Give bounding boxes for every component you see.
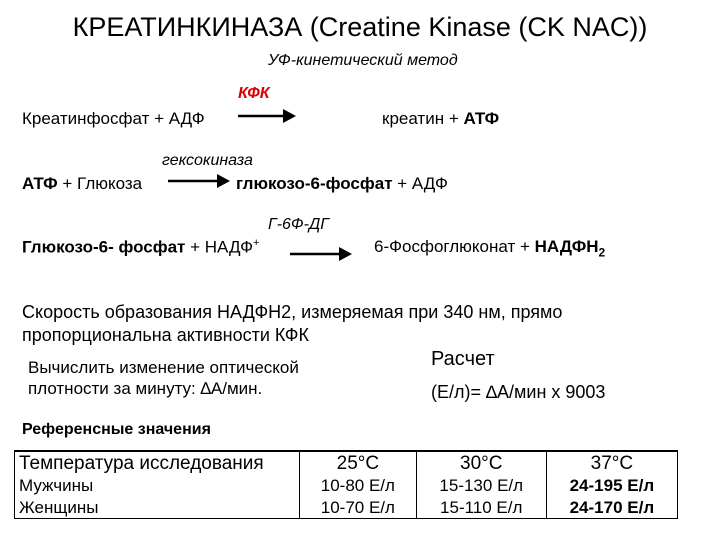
reaction-1-arrow-icon <box>238 108 298 124</box>
table-cell: 15-130 Е/л <box>416 474 546 496</box>
reaction-3-substrate-plain: + НАДФ <box>185 237 254 257</box>
calculation-instruction-line-2: плотности за минуту: ∆А/мин. <box>28 379 263 398</box>
description-line-1: Скорость образования НАДФН2, измеряемая при 340 нм, прямо <box>22 302 563 322</box>
table-cell: Мужчины <box>15 474 300 496</box>
reaction-2-product-plain: + АДФ <box>392 174 448 193</box>
reaction-2-product-bold: глюкозо-6-фосфат <box>236 174 393 193</box>
table-header-cell: 25°С <box>300 451 417 474</box>
table-cell: 10-70 Е/л <box>300 496 417 519</box>
description-paragraph <box>22 301 562 347</box>
enzyme-label-ck: КФК <box>238 85 270 102</box>
reaction-1-products <box>382 110 499 127</box>
reaction-3-product-plain: 6-Фосфоглюконат + <box>374 237 535 256</box>
table-header-cell: 30°С <box>416 451 546 474</box>
reaction-3-superscript: + <box>253 237 260 249</box>
table-header-cell: Температура исследования <box>15 451 300 474</box>
enzyme-label-hexokinase: гексокиназа <box>162 152 253 169</box>
reaction-3-product-bold: НАДФН <box>534 237 599 256</box>
reference-table <box>14 450 678 519</box>
reaction-3-products <box>374 238 605 258</box>
table-cell: 24-170 Е/л <box>546 496 677 519</box>
page-title: КРЕАТИНКИНАЗА (Creatine Kinase (CK NAC)) <box>72 12 648 42</box>
reaction-1-product-bold: АТФ <box>463 109 500 128</box>
calculation-instruction-line-1: Вычислить изменение оптической <box>28 358 299 377</box>
table-row <box>15 474 678 496</box>
table-cell: Женщины <box>15 496 300 519</box>
table-cell: 15-110 Е/л <box>416 496 546 519</box>
reaction-2-substrate-bold: АТФ <box>22 174 58 193</box>
reaction-2-products <box>236 175 448 192</box>
table-header-row <box>15 451 678 474</box>
enzyme-label-g6pdh: Г-6Ф-ДГ <box>268 216 329 233</box>
calculation-instruction <box>28 357 299 399</box>
reaction-3-arrow-icon <box>290 246 354 262</box>
reaction-2-substrates <box>22 175 142 192</box>
table-row <box>15 496 678 519</box>
table-cell: 10-80 Е/л <box>300 474 417 496</box>
reaction-3-subscript: 2 <box>598 245 606 260</box>
table-cell: 24-195 Е/л <box>546 474 677 496</box>
method-subtitle: УФ-кинетический метод <box>268 52 458 69</box>
reaction-1-substrates: Креатинфосфат + АДФ <box>22 109 205 128</box>
calculation-heading: Расчет <box>431 348 495 370</box>
reaction-2-arrow-icon <box>168 173 232 189</box>
description-line-2: пропорциональна активности КФК <box>22 325 309 345</box>
reaction-2-substrate-plain: + Глюкоза <box>57 174 143 193</box>
reaction-3-substrate-bold: Глюкозо-6- фосфат <box>22 237 186 257</box>
reaction-3-substrates <box>22 238 259 256</box>
calculation-formula: (Е/л)= ∆А/мин х 9003 <box>431 382 606 402</box>
reaction-1-product-plain: креатин + <box>382 109 464 128</box>
reference-title: Референсные значения <box>22 421 211 438</box>
table-header-cell: 37°С <box>546 451 677 474</box>
